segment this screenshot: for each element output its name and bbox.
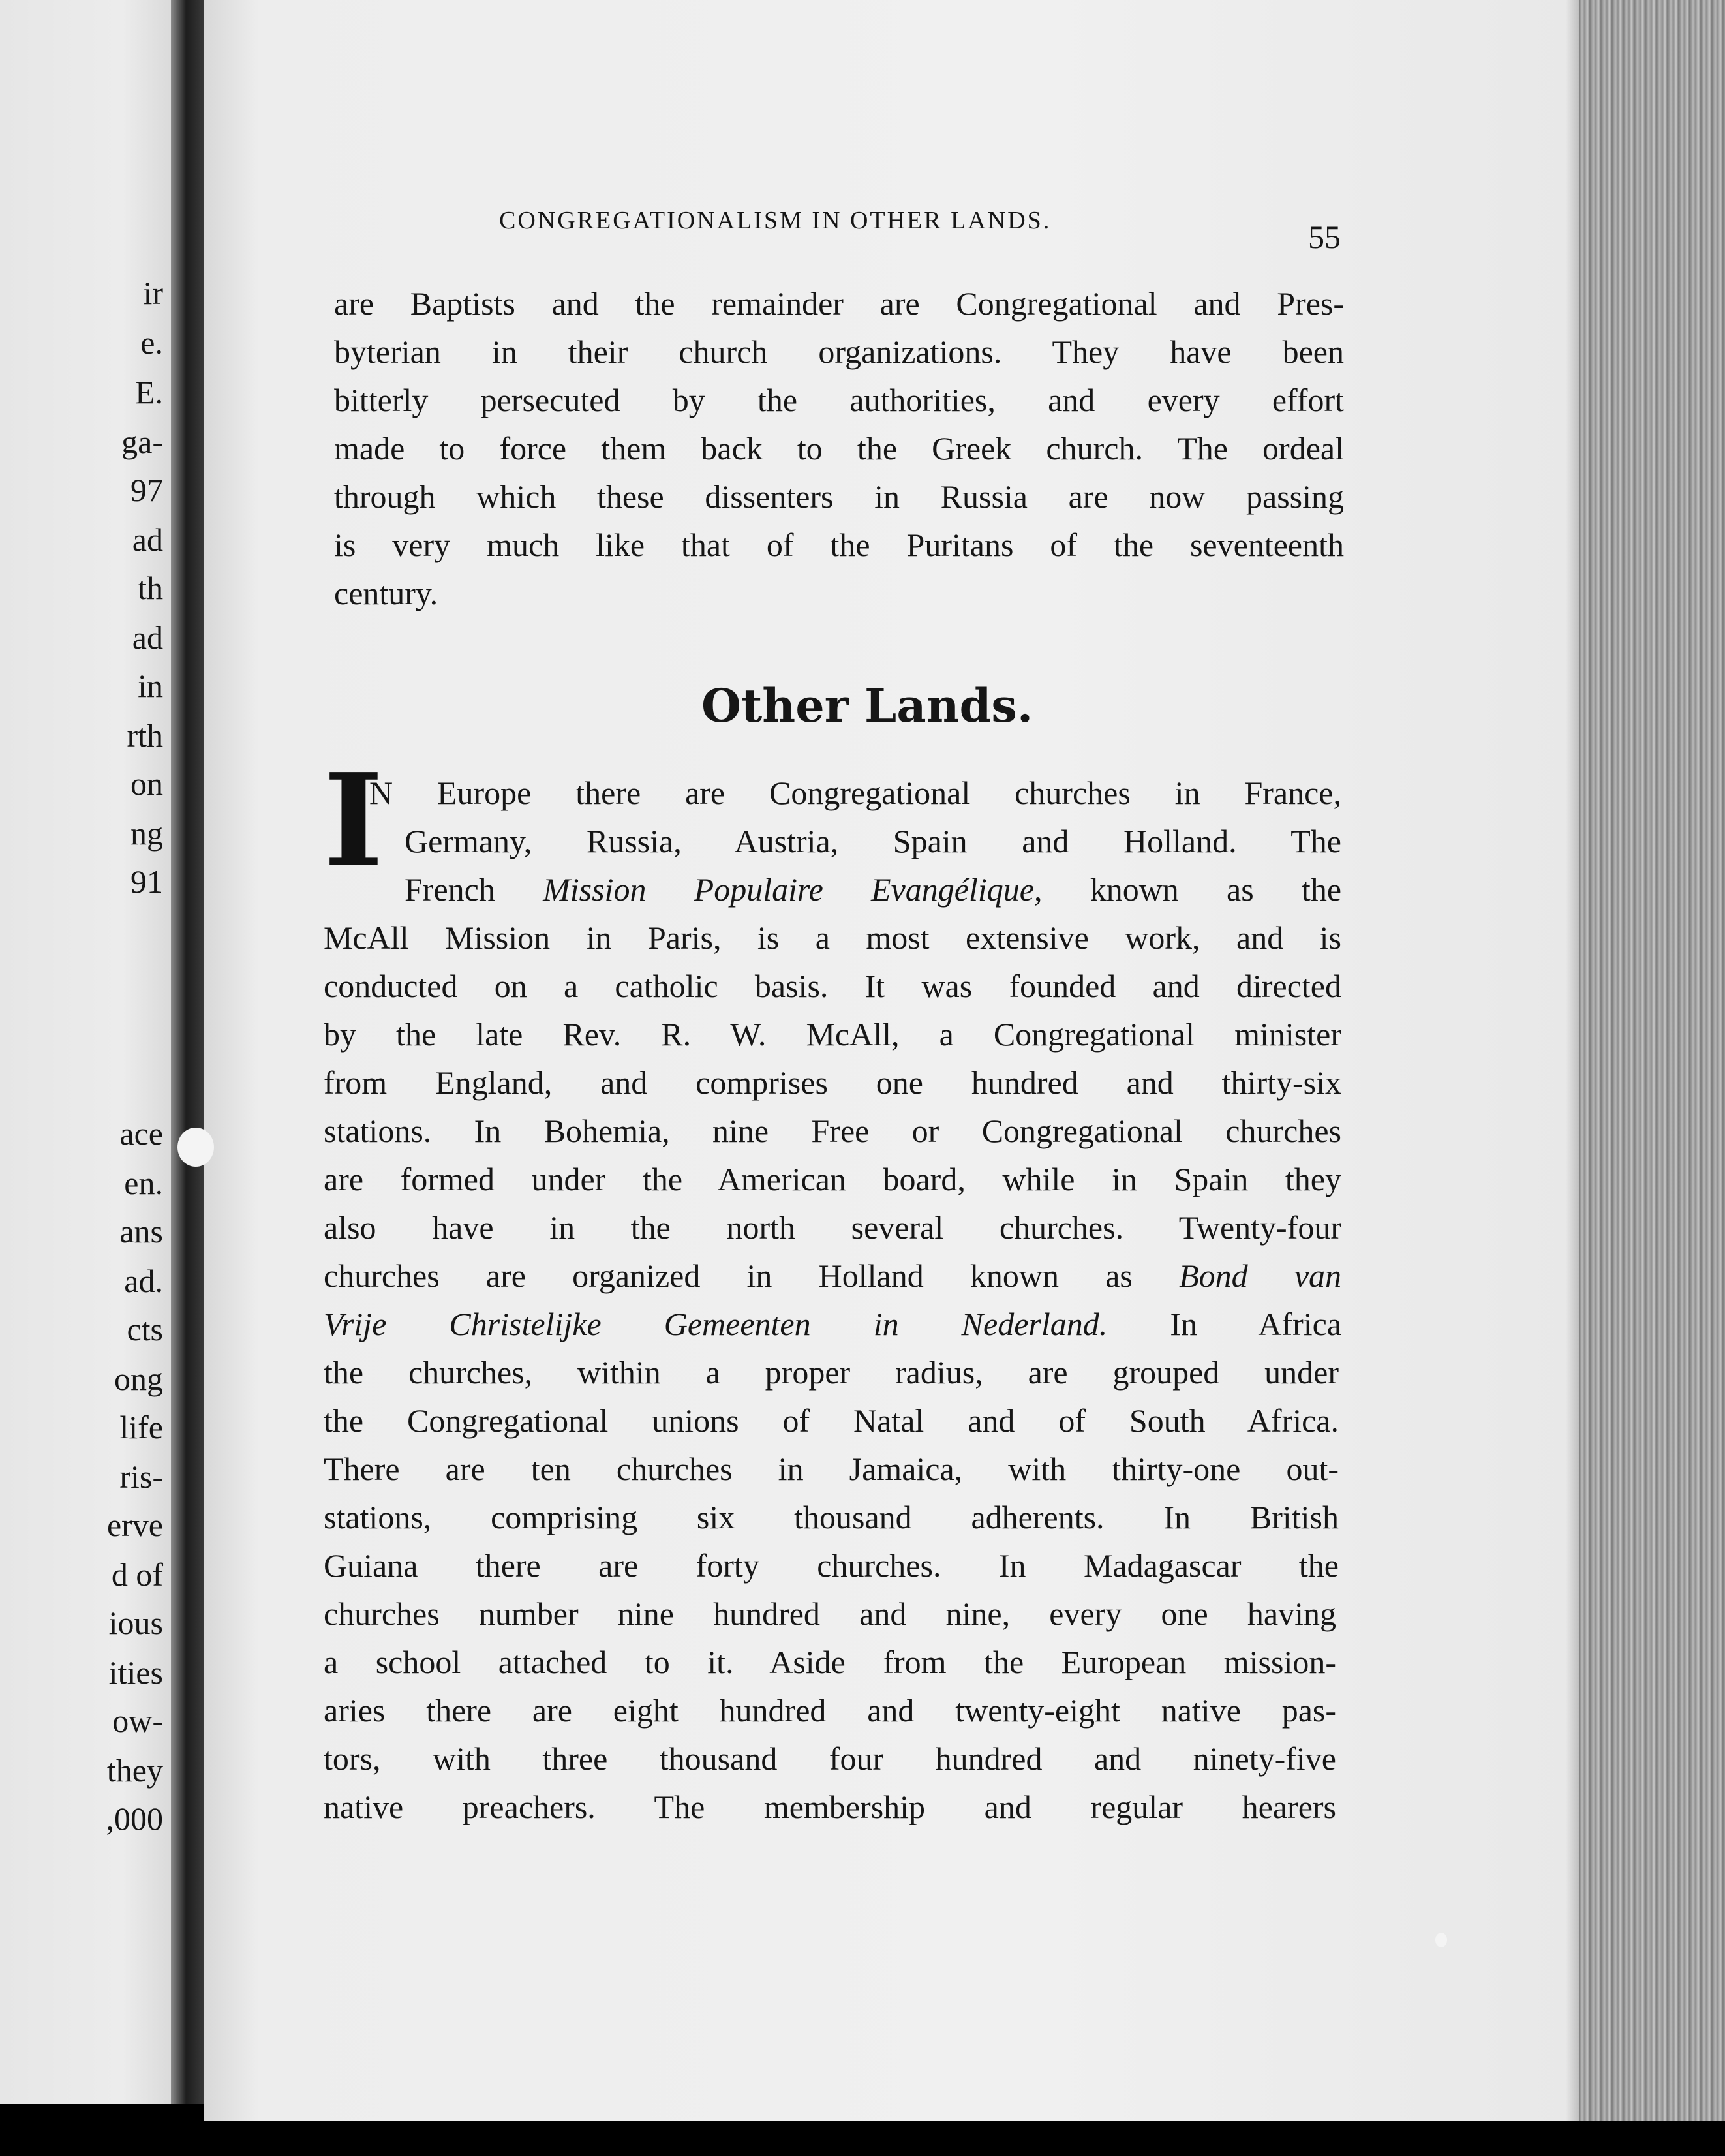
running-head: CONGREGATIONALISM IN OTHER LANDS. <box>499 207 1052 234</box>
facing-page-line-fragment: ow- <box>112 1702 163 1739</box>
section-heading: Other Lands. <box>701 679 1033 733</box>
paragraph-line: churches number nine hundred and nine, every one having <box>324 1595 1336 1632</box>
facing-page-line-fragment: life <box>119 1409 163 1445</box>
facing-page-line-fragment: ad <box>132 619 163 656</box>
facing-page-line-fragment: e. <box>140 324 163 361</box>
paragraph-line-with-italic <box>324 1304 1341 1344</box>
left-page <box>0 0 175 2104</box>
paragraph-line: by the late Rev. R. W. McAll, a Congregational minister <box>324 1016 1341 1053</box>
book-gutter <box>171 0 205 2104</box>
facing-page-line-fragment: erve <box>106 1507 163 1543</box>
paragraph-line: the Congregational unions of Natal and of South Africa. <box>324 1402 1339 1439</box>
paragraph-line-with-italic <box>324 1255 1341 1296</box>
drop-cap: I <box>324 746 384 896</box>
paragraph-line: a school attached to it. Aside from the European mission- <box>324 1644 1336 1680</box>
paragraph-line: byterian in their church organizations. They have been <box>334 333 1344 370</box>
paragraph-line: are formed under the American board, while in Spain they <box>324 1161 1341 1197</box>
facing-page-line-fragment: ious <box>108 1605 163 1641</box>
paragraph-line: the churches, within a proper radius, are grouped under <box>324 1354 1339 1391</box>
italic-title: Mission Populaire Evangélique <box>543 871 1034 908</box>
facing-page-line-fragment: ad <box>132 521 163 558</box>
paragraph-last-line: century. <box>334 575 438 611</box>
paragraph-line-with-italic <box>405 869 1341 910</box>
paragraph-line: also have in the north several churches. Twenty-four <box>324 1209 1341 1246</box>
paragraph-line: There are ten churches in Jamaica, with thirty-one out- <box>324 1451 1339 1487</box>
paragraph-line: tors, with three thousand four hundred and ninety-five <box>324 1740 1336 1777</box>
facing-page-line-fragment: cts <box>127 1311 163 1348</box>
facing-page-line-fragment: en. <box>124 1165 163 1201</box>
scan-artifact <box>177 1128 214 1167</box>
text-run: In Africa <box>1107 1306 1342 1342</box>
facing-page-line-fragment: rth <box>127 717 163 754</box>
italic-title: Bond van <box>1179 1257 1342 1294</box>
paragraph-line: native preachers. The membership and regular hearers <box>324 1789 1336 1825</box>
paragraph-line: through which these dissenters in Russia are now passing <box>334 478 1344 515</box>
facing-page-line-fragment: 97 <box>130 472 163 508</box>
facing-page-line-fragment: ga- <box>121 424 163 460</box>
facing-page-line-fragment: ir <box>143 275 163 311</box>
paragraph-line: made to force them back to the Greek church. The ordeal <box>334 430 1344 467</box>
paragraph-line: stations, comprising six thousand adherents. In British <box>324 1499 1339 1535</box>
text-run: , known as the <box>1033 871 1342 908</box>
facing-page-line-fragment: ad. <box>124 1263 163 1299</box>
paragraph-line: bitterly persecuted by the authorities, and every effort <box>334 382 1344 418</box>
paragraph-line: Germany, Russia, Austria, Spain and Holland. The <box>405 823 1341 859</box>
facing-page-line-fragment: on <box>130 765 163 802</box>
facing-page-line-fragment: ace <box>119 1115 163 1152</box>
paragraph-line: Guiana there are forty churches. In Madagascar the <box>324 1547 1339 1584</box>
paragraph-line: stations. In Bohemia, nine Free or Congregational churches <box>324 1113 1341 1149</box>
paragraph-line: from England, and comprises one hundred and thirty-six <box>324 1064 1341 1101</box>
facing-page-line-fragment: E. <box>134 374 163 410</box>
facing-page-line-fragment: ities <box>108 1654 163 1691</box>
text-run: churches are organized in Holland known as <box>324 1257 1180 1294</box>
facing-page-line-fragment: ong <box>114 1361 163 1397</box>
paragraph-line: aries there are eight hundred and twenty-eight native pas- <box>324 1692 1336 1729</box>
facing-page-line-fragment: th <box>138 570 163 606</box>
book-page-edges <box>1579 0 1725 2121</box>
facing-page-line-fragment: in <box>138 668 163 704</box>
text-run: French <box>405 871 543 908</box>
paragraph-line: N Europe there are Congregational churches in France, <box>369 775 1341 811</box>
facing-page-line-fragment: they <box>106 1752 163 1789</box>
paragraph-line: is very much like that of the Puritans of the seventeenth <box>334 527 1344 563</box>
facing-page-line-fragment: 91 <box>130 863 163 900</box>
scan-artifact <box>1435 1933 1447 1947</box>
paragraph-line: McAll Mission in Paris, is a most extensive work, and is <box>324 919 1341 956</box>
facing-page-line-fragment: ris- <box>119 1458 163 1495</box>
paragraph-line: are Baptists and the remainder are Congregational and Pres- <box>334 285 1344 322</box>
facing-page-line-fragment: ans <box>119 1213 163 1250</box>
page-number: 55 <box>1308 219 1341 255</box>
facing-page-line-fragment: ng <box>130 815 163 852</box>
facing-page-line-fragment: ,000 <box>106 1800 163 1837</box>
italic-title: Vrije Christelijke Gemeenten in Nederland. <box>324 1306 1108 1342</box>
paragraph-line: conducted on a catholic basis. It was founded and directed <box>324 968 1341 1004</box>
facing-page-line-fragment: d of <box>111 1556 163 1593</box>
